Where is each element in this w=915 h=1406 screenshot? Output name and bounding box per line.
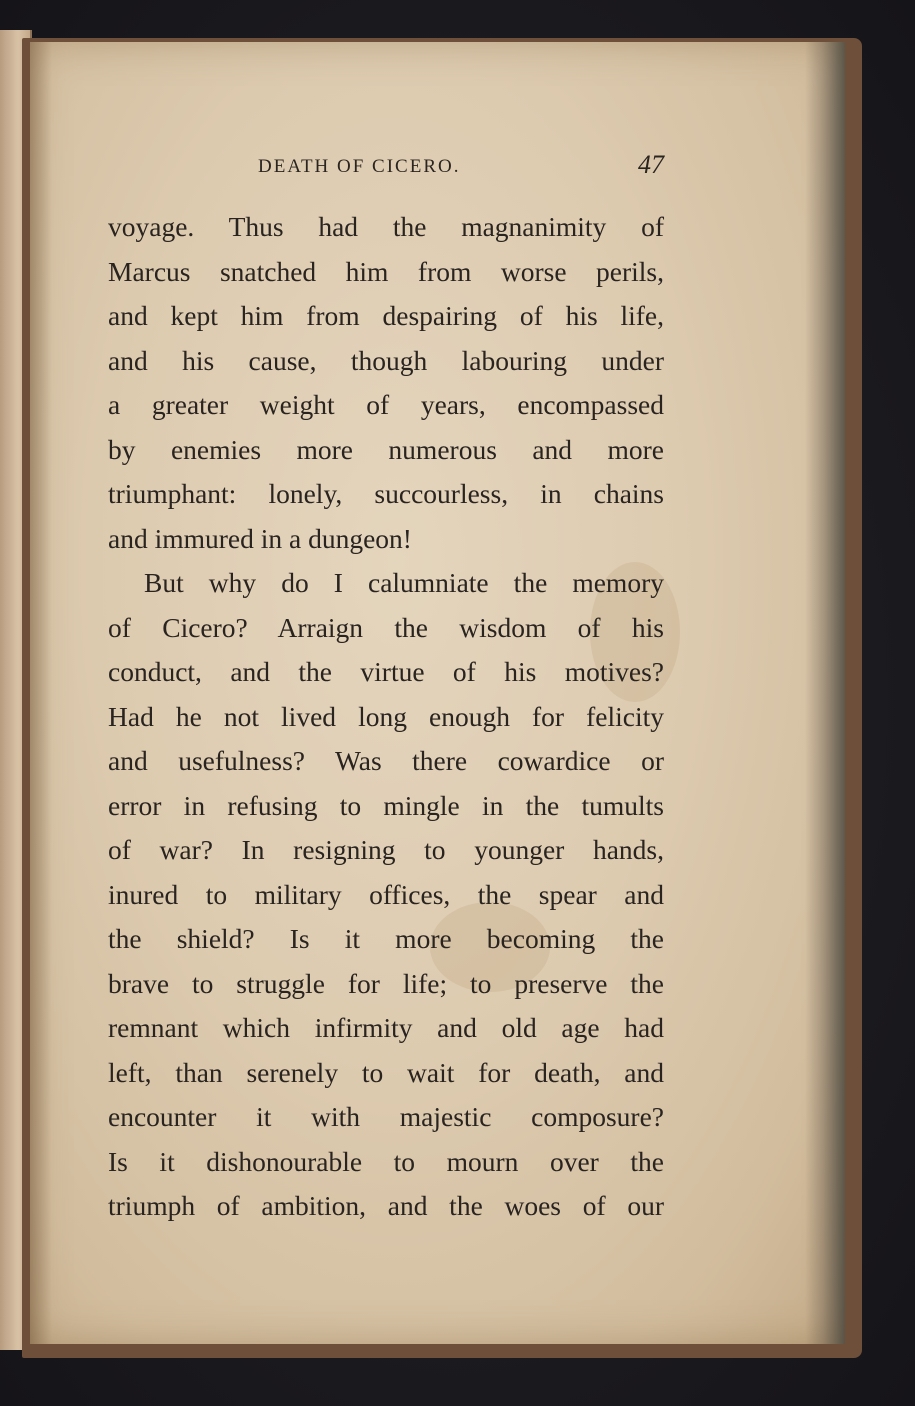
text-line: and usefulness? Was there cowardice or <box>108 745 664 776</box>
text-line: triumph of ambition, and the woes of our <box>108 1190 664 1221</box>
running-title: DEATH OF CICERO. <box>258 156 461 177</box>
text-line: Is it dishonourable to mourn over the <box>108 1145 664 1177</box>
text-line: the shield? Is it more becoming the <box>108 923 664 954</box>
text-line: inured to military offices, the spear and <box>108 878 664 910</box>
text-line: left, than serenely to wait for death, and <box>108 1056 664 1088</box>
page-fore-edge <box>805 42 845 1344</box>
text-line: and his cause, though labouring under <box>108 344 664 376</box>
body-text <box>108 205 664 1229</box>
page-number: 47 <box>638 150 664 179</box>
text-line: brave to struggle for life; to preserve the <box>108 967 664 999</box>
text-line: Had he not lived long enough for felicity <box>108 700 664 732</box>
text-line: a greater weight of years, encompassed <box>108 389 664 420</box>
text-line: Marcus snatched him from worse perils, <box>108 255 664 287</box>
text-line: voyage. Thus had the magnanimity of <box>108 211 664 242</box>
page-gutter <box>30 42 52 1344</box>
text-line: conduct, and the virtue of his motives? <box>108 656 664 687</box>
text-line: by enemies more numerous and more <box>108 433 664 465</box>
text-line: triumphant: lonely, succourless, in chains <box>108 478 664 509</box>
text-line: and kept him from despairing of his life, <box>108 300 664 331</box>
running-head <box>108 150 664 180</box>
text-line: of war? In resigning to younger hands, <box>108 834 664 865</box>
text-line: But why do I calumniate the memory <box>144 567 664 598</box>
text-line: and immured in a dungeon! <box>108 522 412 554</box>
text-line: encounter it with majestic composure? <box>108 1101 664 1132</box>
text-line: remnant which infirmity and old age had <box>108 1012 664 1043</box>
text-line: error in refusing to mingle in the tumults <box>108 789 664 821</box>
text-line: of Cicero? Arraign the wisdom of his <box>108 611 664 643</box>
